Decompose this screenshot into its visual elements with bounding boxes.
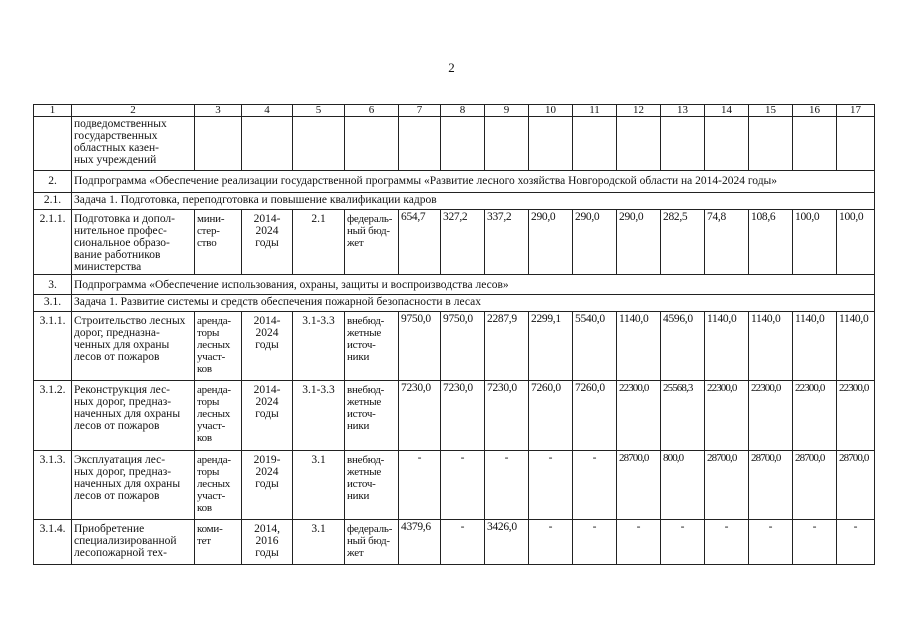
amount-cell: 290,0	[529, 210, 573, 275]
amount-cell: -	[485, 451, 529, 520]
row-number: 3.1.	[34, 295, 72, 312]
amount-cell: 22300,0	[749, 381, 793, 451]
amount-cell: -	[661, 520, 705, 565]
amount-cell: 1140,0	[837, 312, 875, 381]
row-number: 3.1.2.	[34, 381, 72, 451]
executor: аренда- торы лесных участ- ков	[195, 451, 242, 520]
activity-name: Реконструкция лес- ных дорог, предназ- наченных для охраны лесов от пожаров	[72, 381, 195, 451]
row-number: 2.	[34, 171, 72, 193]
amount-cell: 7230,0	[441, 381, 485, 451]
amount-cell: -	[793, 520, 837, 565]
column-number-row	[34, 105, 875, 117]
amount-cell: 22300,0	[837, 381, 875, 451]
activity-name: Эксплуатация лес- ных дорог, предназ- наченных для охраны лесов от пожаров	[72, 451, 195, 520]
executor: аренда- торы лесных участ- ков	[195, 312, 242, 381]
table-row	[34, 210, 875, 275]
amount-cell: 7230,0	[399, 381, 441, 451]
row-number: 3.	[34, 275, 72, 295]
amount-cell: 28700,0	[705, 451, 749, 520]
executor: коми- тет	[195, 520, 242, 565]
funding-source: федераль- ный бюд- жет	[345, 520, 399, 565]
amount-cell: 4596,0	[661, 312, 705, 381]
amount-cell: 28700,0	[749, 451, 793, 520]
target-indicator: 3.1	[293, 520, 345, 565]
amount-cell: -	[441, 451, 485, 520]
col-header: 11	[573, 105, 617, 117]
row-number: 3.1.3.	[34, 451, 72, 520]
period: 2014- 2024 годы	[242, 210, 293, 275]
period: 2014- 2024 годы	[242, 312, 293, 381]
subprogram-title: Подпрограмма «Обеспечение использования, охраны, защиты и воспроизводства лесов»	[72, 275, 875, 295]
period: 2014, 2016 годы	[242, 520, 293, 565]
amount-cell: -	[441, 520, 485, 565]
activity-name: Подготовка и допол- нительное профес- сиональное образо- вание работников министерства	[72, 210, 195, 275]
executor: мини- стер- ство	[195, 210, 242, 275]
amount-cell: -	[837, 520, 875, 565]
col-header: 6	[345, 105, 399, 117]
col-header: 1	[34, 105, 72, 117]
amount-cell: 2287,9	[485, 312, 529, 381]
executor: аренда- торы лесных участ- ков	[195, 381, 242, 451]
amount-cell: -	[399, 451, 441, 520]
activity-name: Приобретение специализированной лесопожарной тех-	[72, 520, 195, 565]
amount-cell: 7260,0	[529, 381, 573, 451]
amount-cell: 800,0	[661, 451, 705, 520]
funding-source: внебюд- жетные источ- ники	[345, 381, 399, 451]
col-header: 15	[749, 105, 793, 117]
subprogram-row	[34, 171, 875, 193]
amount-cell: 22300,0	[617, 381, 661, 451]
amount-cell: 7260,0	[573, 381, 617, 451]
target-indicator: 2.1	[293, 210, 345, 275]
col-header: 5	[293, 105, 345, 117]
activity-name: подведомственных государственных областных казен- ных учреждений	[72, 117, 195, 171]
col-header: 7	[399, 105, 441, 117]
table-row	[34, 520, 875, 565]
page-number: 2	[448, 60, 455, 75]
col-header: 4	[242, 105, 293, 117]
amount-cell: 4379,6	[399, 520, 441, 565]
amount-cell: -	[573, 520, 617, 565]
amount-cell: -	[749, 520, 793, 565]
row-number: 2.1.	[34, 193, 72, 210]
amount-cell: 290,0	[617, 210, 661, 275]
program-activities-table	[33, 104, 875, 565]
amount-cell: 2299,1	[529, 312, 573, 381]
table-row-continuation	[34, 117, 875, 171]
funding-source: федераль- ный бюд- жет	[345, 210, 399, 275]
amount-cell: -	[529, 451, 573, 520]
amount-cell: 100,0	[793, 210, 837, 275]
table-row	[34, 381, 875, 451]
amount-cell: 22300,0	[705, 381, 749, 451]
amount-cell: 28700,0	[837, 451, 875, 520]
amount-cell: -	[705, 520, 749, 565]
funding-source: внебюд- жетные источ- ники	[345, 312, 399, 381]
col-header: 8	[441, 105, 485, 117]
target-indicator: 3.1-3.3	[293, 381, 345, 451]
amount-cell: 1140,0	[617, 312, 661, 381]
row-number: 3.1.4.	[34, 520, 72, 565]
amount-cell: 327,2	[441, 210, 485, 275]
amount-cell: 28700,0	[793, 451, 837, 520]
col-header: 3	[195, 105, 242, 117]
col-header: 10	[529, 105, 573, 117]
amount-cell: 282,5	[661, 210, 705, 275]
amount-cell: 337,2	[485, 210, 529, 275]
amount-cell: 5540,0	[573, 312, 617, 381]
amount-cell: 290,0	[573, 210, 617, 275]
table-row	[34, 312, 875, 381]
amount-cell: 3426,0	[485, 520, 529, 565]
amount-cell: 1140,0	[705, 312, 749, 381]
task-title: Задача 1. Подготовка, переподготовка и повышение квалификации кадров	[72, 193, 875, 210]
amount-cell: -	[573, 451, 617, 520]
amount-cell: 9750,0	[399, 312, 441, 381]
task-row	[34, 295, 875, 312]
amount-cell: 108,6	[749, 210, 793, 275]
target-indicator: 3.1-3.3	[293, 312, 345, 381]
task-row	[34, 193, 875, 210]
amount-cell: 1140,0	[749, 312, 793, 381]
col-header: 14	[705, 105, 749, 117]
amount-cell: 22300,0	[793, 381, 837, 451]
row-number: 2.1.1.	[34, 210, 72, 275]
col-header: 2	[72, 105, 195, 117]
col-header: 16	[793, 105, 837, 117]
amount-cell: 654,7	[399, 210, 441, 275]
amount-cell: 25568,3	[661, 381, 705, 451]
col-header: 13	[661, 105, 705, 117]
subprogram-title: Подпрограмма «Обеспечение реализации государственной программы «Развитие лесного хозяйства Новгородской области на 2014-2024 годы»	[72, 171, 875, 193]
activity-name: Строительство лесных дорог, предназна- ченных для охраны лесов от пожаров	[72, 312, 195, 381]
target-indicator: 3.1	[293, 451, 345, 520]
amount-cell: 1140,0	[793, 312, 837, 381]
amount-cell: 9750,0	[441, 312, 485, 381]
period: 2014- 2024 годы	[242, 381, 293, 451]
amount-cell: 28700,0	[617, 451, 661, 520]
amount-cell: -	[617, 520, 661, 565]
funding-source: внебюд- жетные источ- ники	[345, 451, 399, 520]
row-number: 3.1.1.	[34, 312, 72, 381]
table-row	[34, 451, 875, 520]
task-title: Задача 1. Развитие системы и средств обеспечения пожарной безопасности в лесах	[72, 295, 875, 312]
col-header: 17	[837, 105, 875, 117]
amount-cell: 7230,0	[485, 381, 529, 451]
col-header: 9	[485, 105, 529, 117]
col-header: 12	[617, 105, 661, 117]
amount-cell: 74,8	[705, 210, 749, 275]
amount-cell: 100,0	[837, 210, 875, 275]
amount-cell: -	[529, 520, 573, 565]
subprogram-row	[34, 275, 875, 295]
period: 2019- 2024 годы	[242, 451, 293, 520]
